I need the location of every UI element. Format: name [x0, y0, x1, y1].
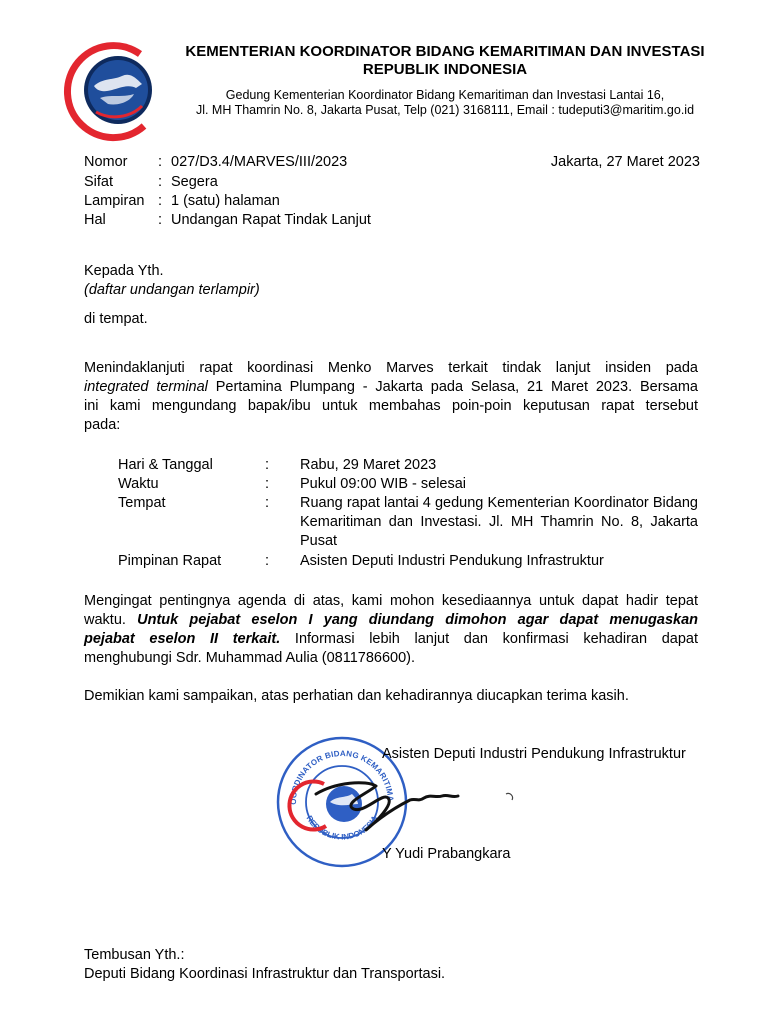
lampiran-label: Lampiran	[84, 193, 145, 209]
detail-value: Rabu, 29 Maret 2023	[300, 457, 437, 473]
ministry-country: REPUBLIK INDONESIA	[362, 61, 528, 78]
sifat-label: Sifat	[84, 174, 114, 190]
hal-value: Undangan Rapat Tindak Lanjut	[171, 212, 371, 228]
closing-line-2-plain: waktu.	[84, 612, 138, 628]
recipient-greeting: Kepada Yth.	[84, 263, 164, 279]
detail-label: Hari & Tanggal	[118, 457, 213, 473]
detail-label: Pimpinan Rapat	[118, 553, 222, 569]
signatory-name: Y Yudi Prabangkara	[382, 846, 511, 862]
kemenko-marves-logo-icon	[70, 42, 156, 138]
detail-label: Waktu	[118, 476, 159, 492]
handwritten-signature-icon	[306, 772, 526, 842]
closing-emphasis-2: pejabat eselon II terkait.	[84, 631, 281, 647]
lampiran-value: 1 (satu) halaman	[171, 193, 280, 209]
closing-line-1: Mengingat pentingnya agenda di atas, kami mohon kesediaannya untuk dapat hadir tepat	[84, 593, 698, 609]
svg-text:KEMENTERIAN KOORDINATOR BIDANG: KEMENTERIAN KOORDINATOR BIDANG KEMARITIMAN DAN INVESTASI	[270, 727, 396, 805]
ministry-contact: Jl. MH Thamrin No. 8, Jakarta Pusat, Telp (021) 3168111, Email : tudeputi3@maritim.go.id	[195, 103, 695, 117]
hal-colon: :	[158, 212, 163, 228]
detail-colon: :	[265, 553, 270, 569]
detail-value: Ruang rapat lantai 4 gedung Kementerian Koordinator Bidang Kemaritiman dan Investasi. Jl. MH Thamrin No. 8, Jakarta Pusat	[300, 495, 698, 549]
detail-colon: :	[265, 457, 270, 473]
intro-line-3: ini kami mengundang bapak/ibu untuk membahas poin-poin keputusan rapat tersebut	[84, 398, 698, 414]
detail-colon: :	[265, 476, 270, 492]
ministry-name: KEMENTERIAN KOORDINATOR BIDANG KEMARITIMAN DAN INVESTASI	[185, 43, 705, 60]
closing-line-4: menghubungi Sdr. Muhammad Aulia (0811786600).	[84, 650, 416, 666]
detail-value: Pukul 09:00 WIB - selesai	[300, 476, 467, 492]
intro-line-1: Menindaklanjuti rapat koordinasi Menko Marves terkait tindak lanjut insiden pada	[84, 360, 698, 376]
nomor-label: Nomor	[84, 154, 128, 170]
detail-colon: :	[265, 495, 270, 511]
intro-italic-term: integrated terminal	[84, 379, 208, 395]
place-date: Jakarta, 27 Maret 2023	[550, 154, 700, 170]
nomor-value: 027/D3.4/MARVES/III/2023	[171, 154, 348, 170]
detail-value: Asisten Deputi Industri Pendukung Infrastruktur	[300, 553, 604, 569]
cc-label: Tembusan Yth.:	[84, 947, 185, 963]
intro-line-2-rest: Pertamina Plumpang - Jakarta pada Selasa, 21 Maret 2023. Bersama	[207, 379, 698, 395]
closing-line-3-rest: Informasi lebih lanjut dan konfirmasi kehadiran dapat	[280, 631, 698, 647]
intro-line-4: pada:	[84, 417, 121, 433]
signatory-position: Asisten Deputi Industri Pendukung Infrastruktur	[382, 746, 686, 762]
nomor-colon: :	[158, 154, 163, 170]
sifat-value: Segera	[171, 174, 218, 190]
thanks-line: Demikian kami sampaikan, atas perhatian dan kehadirannya diucapkan terima kasih.	[84, 688, 629, 704]
ministry-address: Gedung Kementerian Koordinator Bidang Kemaritiman dan Investasi Lantai 16,	[225, 88, 665, 102]
cc-recipient: Deputi Bidang Koordinasi Infrastruktur dan Transportasi.	[84, 966, 446, 982]
lampiran-colon: :	[158, 193, 163, 209]
closing-line-3	[84, 630, 698, 649]
recipient-location: di tempat.	[84, 311, 148, 327]
svg-text:REPUBLIK INDONESIA: REPUBLIK INDONESIA	[304, 814, 380, 842]
detail-label: Tempat	[118, 495, 166, 511]
closing-line-2	[84, 611, 698, 630]
hal-label: Hal	[84, 212, 106, 228]
recipient-list-note: (daftar undangan terlampir)	[84, 282, 260, 298]
closing-emphasis-1: Untuk pejabat eselon I yang diundang dimohon agar dapat menugaskan	[137, 612, 699, 628]
intro-line-2	[84, 378, 698, 397]
sifat-colon: :	[158, 174, 163, 190]
